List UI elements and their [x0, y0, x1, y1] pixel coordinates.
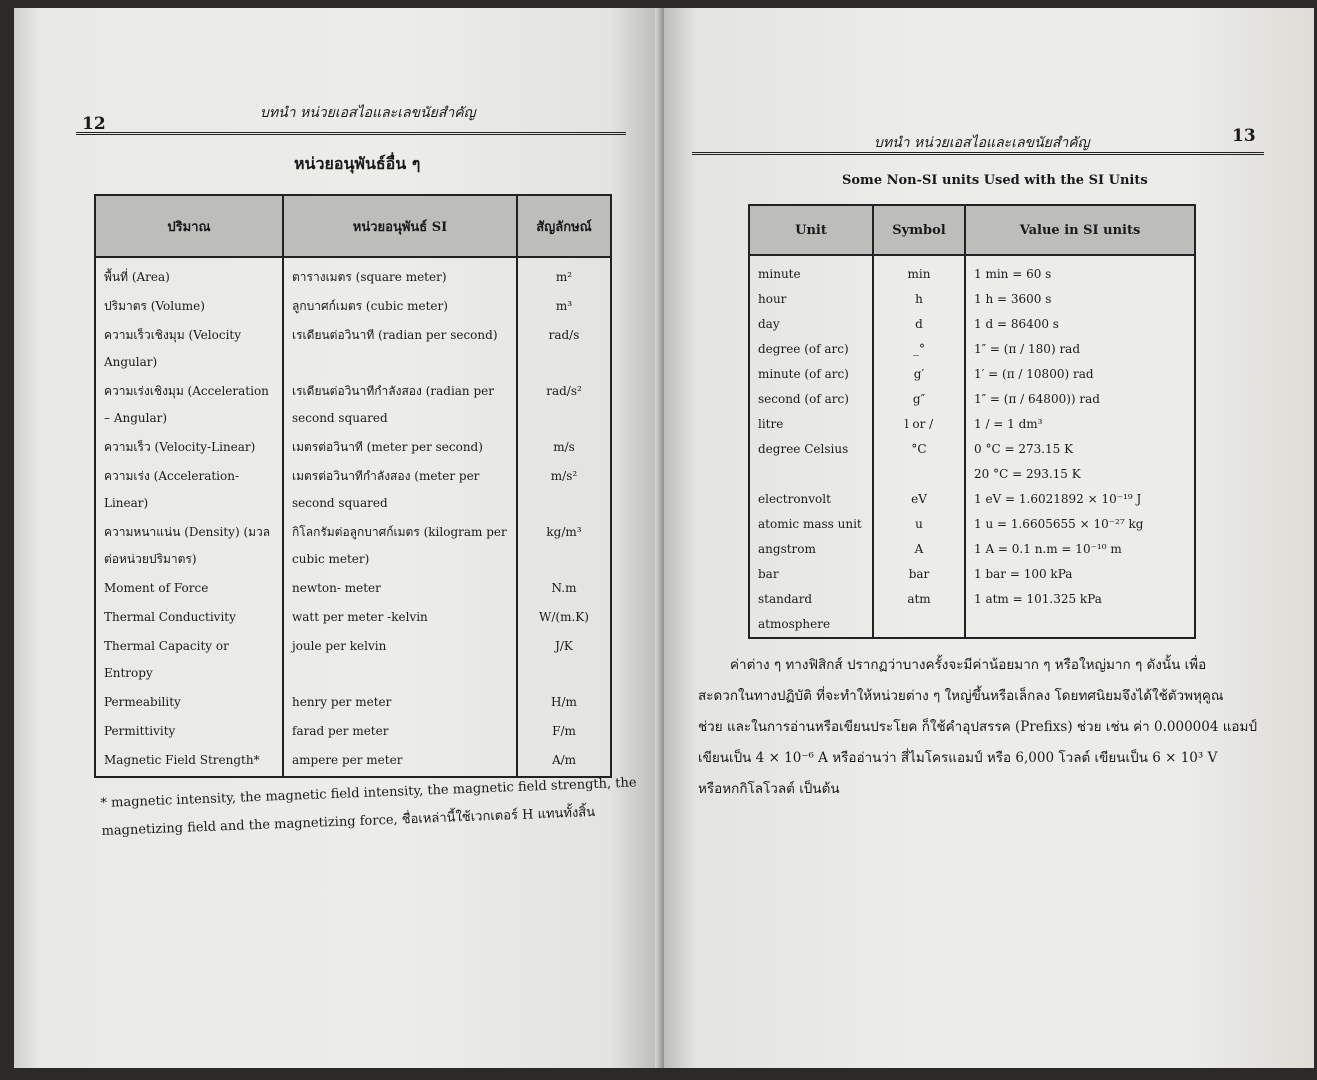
table-cell: eV: [873, 487, 965, 512]
table-cell: 1 bar = 100 kPa: [965, 562, 1195, 587]
table-cell: m/s: [517, 434, 611, 463]
table-row: [749, 287, 1195, 312]
table-cell: เมตรต่อวินาทีกำลังสอง (meter per second squared: [283, 463, 517, 519]
table-cell: 1 u = 1.6605655 × 10⁻²⁷ kg: [965, 512, 1195, 537]
table-row: [95, 633, 611, 689]
table-cell: 1′ = (π / 10800) rad: [965, 362, 1195, 387]
table-cell: พื้นที่ (Area): [95, 257, 283, 293]
table-cell: 1 / = 1 dm³: [965, 412, 1195, 437]
table-cell: Thermal Capacity or Entropy: [95, 633, 283, 689]
table-cell: l or /: [873, 412, 965, 437]
table-row: [95, 463, 611, 519]
paragraph-line: สะดวกในทางปฏิบัติ ที่จะทำให้หน่วยต่าง ๆ ใหญ่ขึ้นหรือเล็กลง โดยทศนิยมจึงได้ใช้ตัวพหุคูณ: [698, 688, 1224, 704]
running-header: บทนำ หน่วยเอสไอและเลขนัยสำคัญ: [874, 135, 1090, 151]
table-cell: ความเร่ง (Acceleration-Linear): [95, 463, 283, 519]
table-title: หน่วยอนุพันธ์อื่น ๆ: [294, 154, 421, 173]
table-cell: Thermal Conductivity: [95, 604, 283, 633]
table-cell: 1 min = 60 s: [965, 255, 1195, 287]
table-cell: litre: [749, 412, 873, 437]
table-cell: m²: [517, 257, 611, 293]
table-cell: ลูกบาศก์เมตร (cubic meter): [283, 293, 517, 322]
table-row: [95, 519, 611, 575]
table-cell: กิโลกรัมต่อลูกบาศก์เมตร (kilogram per cubic meter): [283, 519, 517, 575]
table-cell: ตารางเมตร (square meter): [283, 257, 517, 293]
table-row: [749, 437, 1195, 462]
table-cell: 1 eV = 1.6021892 × 10⁻¹⁹ J: [965, 487, 1195, 512]
table-cell: joule per kelvin: [283, 633, 517, 689]
table-row: [749, 562, 1195, 587]
table-title: Some Non-SI units Used with the SI Units: [842, 173, 1148, 188]
table-row: [95, 689, 611, 718]
table-row: [749, 255, 1195, 287]
table-cell: [873, 462, 965, 487]
derived-units-table: [94, 194, 612, 778]
running-header: บทนำ หน่วยเอสไอและเลขนัยสำคัญ: [260, 105, 476, 121]
page-number: 13: [1232, 126, 1256, 146]
table-cell: angstrom: [749, 537, 873, 562]
page-number: 12: [82, 114, 106, 134]
table-cell: 1″ = (π / 180) rad: [965, 337, 1195, 362]
table-cell: ความหนาแน่น (Density) (มวลต่อหน่วยปริมาตร): [95, 519, 283, 575]
table-row: [95, 322, 611, 378]
table-cell: 1 atm = 101.325 kPa: [965, 587, 1195, 638]
table-cell: minute (of arc): [749, 362, 873, 387]
table-row: [749, 462, 1195, 487]
column-header: Unit: [749, 205, 873, 255]
column-header: ปริมาณ: [95, 195, 283, 257]
table-cell: u: [873, 512, 965, 537]
table-cell: second (of arc): [749, 387, 873, 412]
table-cell: 1″ = (π / 64800)) rad: [965, 387, 1195, 412]
header-rule: [76, 132, 626, 137]
column-header: หน่วยอนุพันธ์ SI: [283, 195, 517, 257]
table-cell: min: [873, 255, 965, 287]
table-cell: A/m: [517, 747, 611, 777]
table-cell: ปริมาตร (Volume): [95, 293, 283, 322]
table-cell: degree Celsius: [749, 437, 873, 462]
column-header: Symbol: [873, 205, 965, 255]
table-row: [749, 512, 1195, 537]
table-cell: 0 °C = 273.15 K: [965, 437, 1195, 462]
column-header: Value in SI units: [965, 205, 1195, 255]
table-row: [95, 718, 611, 747]
table-cell: Permeability: [95, 689, 283, 718]
table-body: [749, 255, 1195, 638]
table-cell: degree (of arc): [749, 337, 873, 362]
table-cell: standard atmosphere: [749, 587, 873, 638]
table-cell: H/m: [517, 689, 611, 718]
table-cell: rad/s²: [517, 378, 611, 434]
non-si-units-table: [748, 204, 1196, 639]
body-paragraph: [698, 650, 1258, 805]
footnote: * magnetic intensity, the magnetic field intensity, the magnetic field strength, the magnetizing field and the magnetizing force, ชื่อเหล่านี้ใช้เวกเตอร์ H แทนทั้งสิ้น: [100, 775, 637, 839]
table-cell: m³: [517, 293, 611, 322]
table-row: [95, 575, 611, 604]
paragraph-line: ค่าต่าง ๆ ทางฟิสิกส์ ปรากฏว่าบางครั้งจะมีค่าน้อยมาก ๆ หรือใหญ่มาก ๆ ดังนั้น เพื่อ: [730, 657, 1207, 673]
table-row: [749, 387, 1195, 412]
column-header: สัญลักษณ์: [517, 195, 611, 257]
table-cell: A: [873, 537, 965, 562]
table-cell: Moment of Force: [95, 575, 283, 604]
table-cell: 1 h = 3600 s: [965, 287, 1195, 312]
table-body: [95, 257, 611, 777]
table-cell: Magnetic Field Strength*: [95, 747, 283, 777]
table-cell: [749, 462, 873, 487]
table-cell: Permittivity: [95, 718, 283, 747]
table-cell: g′: [873, 362, 965, 387]
table-cell: henry per meter: [283, 689, 517, 718]
table-cell: bar: [873, 562, 965, 587]
table-row: [95, 378, 611, 434]
table-cell: °C: [873, 437, 965, 462]
table-row: [95, 434, 611, 463]
table-cell: ความเร่งเชิงมุม (Acceleration – Angular): [95, 378, 283, 434]
table-row: [749, 587, 1195, 638]
table-row: [749, 487, 1195, 512]
table-cell: g″: [873, 387, 965, 412]
table-cell: h: [873, 287, 965, 312]
table-cell: rad/s: [517, 322, 611, 378]
right-page: [664, 8, 1314, 1068]
table-cell: m/s²: [517, 463, 611, 519]
paragraph-line: ช่วย และในการอ่านหรือเขียนประโยค ก็ใช้คำอุปสรรค (Prefixs) ช่วย เช่น ค่า 0.000004 แอมป์: [698, 719, 1258, 735]
table-cell: ความเร็ว (Velocity-Linear): [95, 434, 283, 463]
table-cell: F/m: [517, 718, 611, 747]
paragraph-line: เขียนเป็น 4 × 10⁻⁶ A หรืออ่านว่า สี่ไมโครแอมป์ หรือ 6,000 โวลต์ เขียนเป็น 6 × 10³ V: [698, 750, 1218, 766]
table-row: [95, 257, 611, 293]
table-cell: newton- meter: [283, 575, 517, 604]
table-cell: kg/m³: [517, 519, 611, 575]
table-cell: day: [749, 312, 873, 337]
table-cell: hour: [749, 287, 873, 312]
table-cell: minute: [749, 255, 873, 287]
table-cell: ความเร็วเชิงมุม (Velocity Angular): [95, 322, 283, 378]
table-row: [749, 412, 1195, 437]
table-cell: 20 °C = 293.15 K: [965, 462, 1195, 487]
table-cell: atomic mass unit: [749, 512, 873, 537]
table-cell: d: [873, 312, 965, 337]
table-cell: J/K: [517, 633, 611, 689]
table-cell: เมตรต่อวินาที (meter per second): [283, 434, 517, 463]
table-cell: เรเดียนต่อวินาทีกำลังสอง (radian per second squared: [283, 378, 517, 434]
table-row: [749, 362, 1195, 387]
table-cell: _°: [873, 337, 965, 362]
table-row: [749, 312, 1195, 337]
table-cell: ampere per meter: [283, 747, 517, 777]
table-cell: bar: [749, 562, 873, 587]
left-page: [14, 8, 662, 1068]
table-row: [95, 293, 611, 322]
paragraph-line: หรือหกกิโลโวลต์ เป็นต้น: [698, 781, 840, 797]
table-row: [749, 537, 1195, 562]
table-cell: 1 A = 0.1 n.m = 10⁻¹⁰ m: [965, 537, 1195, 562]
table-row: [95, 604, 611, 633]
table-cell: 1 d = 86400 s: [965, 312, 1195, 337]
table-row: [749, 337, 1195, 362]
table-cell: W/(m.K): [517, 604, 611, 633]
header-rule: [692, 152, 1264, 157]
table-cell: electronvolt: [749, 487, 873, 512]
table-cell: N.m: [517, 575, 611, 604]
table-cell: atm: [873, 587, 965, 638]
table-cell: watt per meter -kelvin: [283, 604, 517, 633]
table-cell: farad per meter: [283, 718, 517, 747]
table-cell: เรเดียนต่อวินาที (radian per second): [283, 322, 517, 378]
